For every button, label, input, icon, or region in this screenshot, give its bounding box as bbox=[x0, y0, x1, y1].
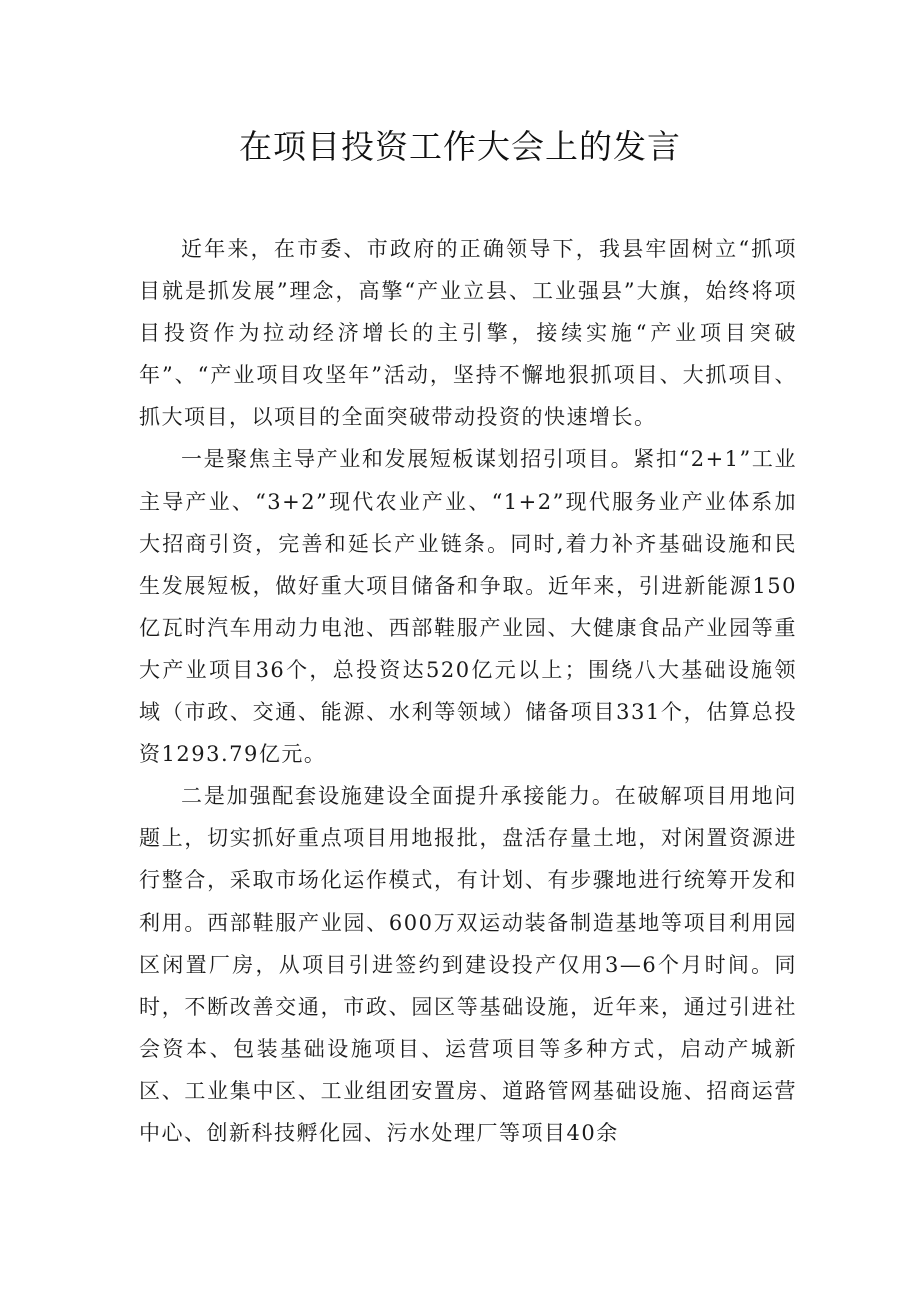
paragraph-intro: 近年来，在市委、市政府的正确领导下，我县牢固树立“抓项目就是抓发展”理念，高擎“产业立县、工业强县”大旗，始终将项目投资作为拉动经济增长的主引擎，接续实施“产业项目突破年”、“产业项目攻坚年”活动，坚持不懈地狠抓项目、大抓项目、抓大项目，以项目的全面突破带动投资的快速增长。 bbox=[139, 237, 797, 430]
document-body bbox=[139, 228, 797, 1154]
paragraph-point-one: 一是聚焦主导产业和发展短板谋划招引项目。紧扣“2+1”工业主导产业、“3+2”现代农业产业、“1+2”现代服务业产业体系加大招商引资，完善和延长产业链条。同时,着力补齐基础设施和民生发展短板，做好重大项目储备和争取。近年来，引进新能源150亿瓦时汽车用动力电池、西部鞋服产业园、大健康食品产业园等重大产业项目36个，总投资达520亿元以上；围绕八大基础设施领域（市政、交通、能源、水利等领域）储备项目331个，估算总投资1293.79亿元。 bbox=[139, 447, 797, 767]
paragraph-point-two: 二是加强配套设施建设全面提升承接能力。在破解项目用地问题上，切实抓好重点项目用地报批，盘活存量土地，对闲置资源进行整合，采取市场化运作模式，有计划、有步骤地进行统筹开发和利用。西部鞋服产业园、600万双运动装备制造基地等项目利用园区闲置厂房，从项目引进签约到建设投产仅用3—6个月时间。同时，不断改善交通，市政、园区等基础设施，近年来，通过引进社会资本、包装基础设施项目、运营项目等多种方式，启动产城新区、工业集中区、工业组团安置房、道路管网基础设施、招商运营中心、创新科技孵化园、污水处理厂等项目40余 bbox=[139, 784, 797, 1145]
document-title: 在项目投资工作大会上的发言 bbox=[239, 127, 681, 166]
